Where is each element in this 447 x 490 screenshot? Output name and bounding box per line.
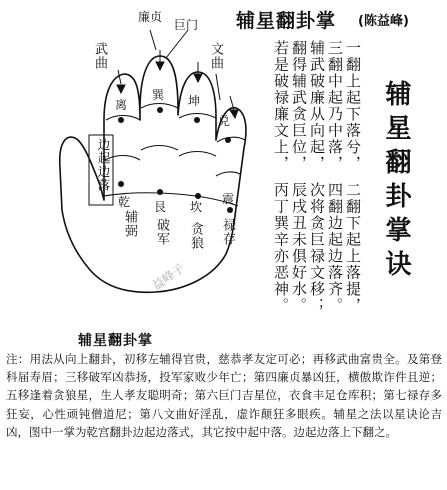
verse-column-5: 若是破禄廉文上， [272, 40, 290, 172]
star-label-wuqu: 武曲 [92, 42, 107, 70]
trigram-label-zhen: 震 [222, 192, 235, 206]
verse-column-6: 二翻下起上落提， [344, 182, 362, 314]
star-label-tanlang: 贪狼 [188, 222, 203, 250]
box-label: 边起边落 [96, 138, 111, 192]
trigram-label-gen: 艮 [154, 200, 167, 214]
verse-column-4: 翻得辅武贪巨位， [290, 40, 308, 172]
side-title: 辅星翻卦掌诀 [381, 80, 411, 284]
stamp-watermark: 益峰子 [149, 260, 188, 293]
verse-column-9: 辰戌丑未俱好水。 [290, 182, 308, 314]
star-label-lucun: 禄存 [220, 218, 235, 246]
trigram-label-kan: 坎 [190, 200, 203, 214]
trigram-label-qian: 乾 [118, 195, 131, 209]
diagram-caption: 辅星翻卦掌 [78, 333, 153, 349]
star-label-fubi: 辅弼 [122, 210, 137, 238]
page-title: 辅星翻卦掌 [236, 10, 337, 32]
verse-column-10: 丙丁巽辛亦恶神。 [272, 182, 290, 314]
verse-column-8: 次将贪巨禄文移； [308, 182, 326, 314]
dot-qian [118, 181, 124, 187]
dot-dui [225, 137, 231, 143]
dot-gen [157, 189, 163, 195]
note-text: 注：用法从向上翻卦，初移左辅得官贵，慈恭孝友定可必；再移武曲富贵全。及第登科届寿眉；三移破军凶恭扬，投军家败少年亡；第四廉贞暴凶狂，横傲欺诈件且逆；五移逢着贪狼星，生人孝友聪明奇；第六巨门吉星位，衣食丰足仓库积；第七禄存多狂妄，心性顽钝僧道尼；第八文曲好淫乱，虚诈颠狂多眼疾。辅星之法以星诀论吉凶，图中一掌为乾宫翻卦边起边落式，其它按中起中落。边起边落上下翻之。 [6, 352, 442, 439]
verse-column-2: 三翻中起乃中落， [326, 40, 344, 172]
star-label-pojun: 破军 [154, 218, 169, 246]
star-label-lianzhen: 廉贞 [138, 10, 163, 24]
star-label-jumen: 巨门 [174, 18, 199, 32]
verse-column-7: 四翻边起边落齐。 [326, 182, 344, 314]
trigram-label-xun: 巽 [152, 88, 165, 102]
dot-kun [194, 117, 200, 123]
dot-xun [157, 107, 163, 113]
verse-column-3: 辅武破廉从向起， [308, 40, 326, 172]
trigram-label-kun: 坤 [188, 94, 201, 108]
trigram-label-dui: 兑 [218, 114, 231, 128]
verse-column-1: 一翻上起下落兮， [344, 40, 362, 172]
author-label: (陈益峰) [358, 14, 409, 29]
star-label-wenqu: 文曲 [208, 42, 223, 70]
dot-li [118, 117, 124, 123]
dot-zhen [227, 207, 233, 213]
trigram-label-li: 离 [115, 98, 128, 112]
